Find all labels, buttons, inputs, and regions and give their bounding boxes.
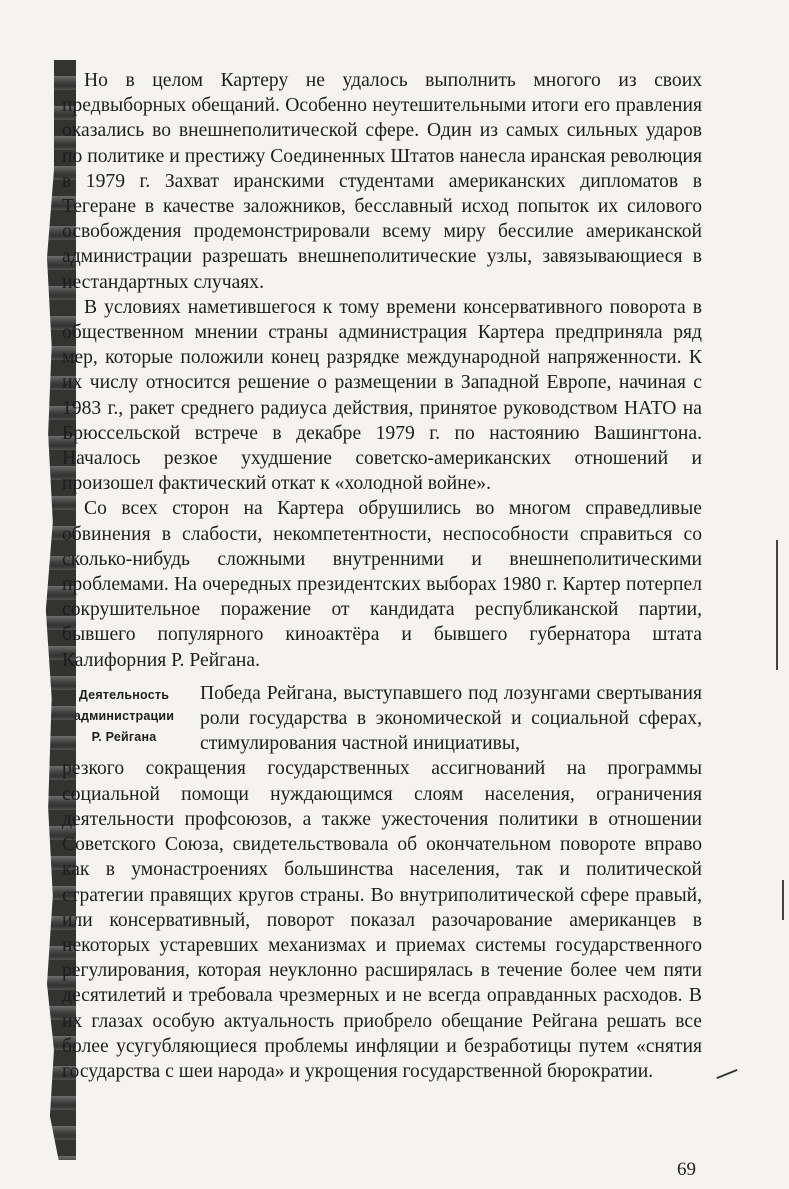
- side-label-line: Р. Рейгана: [91, 729, 157, 744]
- page-number: 69: [677, 1159, 696, 1180]
- paragraph-1: Но в целом Картеру не удалось выполнить многого из своих предвыборных обещаний. Особенно неутешительными итоги его правления оказались во внешнеполитической сфере. Один из самых сильных ударов по политике и престижу Соединенных Штатов нанесла иранская революция в 1979 г. Захват иранскими студентами американских дипломатов в Тегеране в качестве заложников, бесславный исход попыток их силового освобождения продемонстрировали всему миру бессилие американской администрации разрешать внешнеполитические узлы, завязывающиеся в нестандартных случаях.: [62, 70, 702, 293]
- reagan-section: [62, 681, 702, 1084]
- paragraph-2: В условиях наметившегося к тому времени консервативного поворота в общественном мнении страны администрация Картера предприняла ряд мер, которые положили конец разрядке международной напряженности. К их числу относится решение о размещении в Западной Европе, начиная с 1983 г., ракет среднего радиуса действия, принятое руководством НАТО на Брюссельской встрече в декабре 1979 г. по настоянию Вашингтона. Началось резкое ухудшение советско-американских отношений и произошел фактический откат к «холодной войне».: [62, 296, 702, 495]
- side-label-line: администрации: [73, 708, 175, 723]
- margin-mark: [782, 880, 784, 920]
- section-lead-text: Победа Рейгана, выступавшего под лозунгами свертывания роли государства в экономической и социальной сферах, стимулирования частной инициативы,: [200, 682, 702, 755]
- section-side-label: [62, 685, 186, 748]
- margin-mark: [776, 540, 778, 670]
- pencil-mark: [716, 1069, 737, 1079]
- book-page: [62, 68, 702, 1084]
- side-label-line: Деятельность: [78, 687, 170, 702]
- section-body-text: резкого сокращения государственных ассигнований на программы социальной помощи нуждающимся слоям населения, ограничения деятельности профсоюзов, а также ужесточения политики в отношении Советского Союза, свидетельствовала об окончательном повороте вправо как в умонастроениях большинства населения, так и политической стратегии правящих кругов страны. Во внутриполитической сфере правый, или консервативный, поворот показал разочарование американцев в некоторых устаревших механизмах и приемах системы государственного регулирования, которая неуклонно расширялась в течение более чем пяти десятилетий и требовала чрезмерных и не всегда оправданных расходов. В их глазах особую актуальность приобрело обещание Рейгана решать все более усугубляющиеся проблемы инфляции и безработицы путем «снятия государства с шеи народа» и укрощения государственной бюрократии.: [62, 758, 702, 1082]
- paragraph-3: Со всех сторон на Картера обрушились во многом справедливые обвинения в слабости, некомпетентности, неспособности справиться со сколько-нибудь сложными внутренними и внешнеполитическими проблемами. На очередных президентских выборах 1980 г. Картер потерпел сокрушительное поражение от кандидата республиканской партии, бывшего популярного киноактёра и бывшего губернатора штата Калифорния Р. Рейгана.: [62, 498, 702, 671]
